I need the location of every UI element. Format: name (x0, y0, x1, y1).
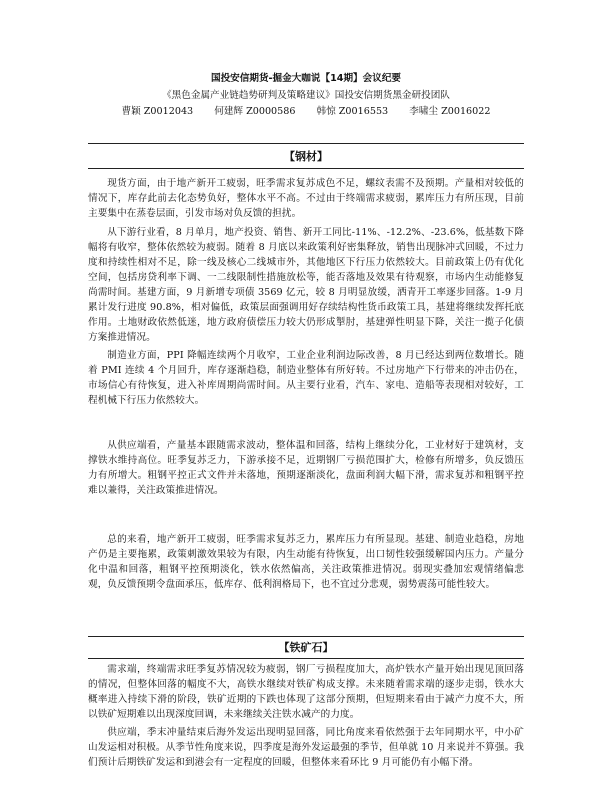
author-name: 韩惊 Z0016553 (316, 106, 389, 117)
paragraph: 需求端，终端需求旺季复苏情况较为疲弱，钢厂亏损程度加大，高炉铁水产量开始出现见顶回落的情况，但整体回落的幅度不大，高铁水继续对铁矿构成支撑。未来随着需求端的逐步走弱，铁水大概率进入持续下滑的阶段，铁矿近期的下跌也体现了这部分预期，但短期来看由于减产力度不大，所以铁矿短期难以出现深度回调，未来继续关注铁水减产的力度。 (88, 664, 524, 720)
author-list (0, 106, 612, 118)
paragraph: 现货方面，由于地产新开工疲弱，旺季需求复苏成色不足，螺纹表需不及预期。产量相对较低的情况下，库存此前去化态势负好，整体水平不高。不过由于终端需求疲弱，累库压力有所压现，目前主要集中在蒸卷层面，引发市场对负反馈的担扰。 (88, 178, 524, 219)
paragraph: 供应端，季末冲量结束后海外发运出现明显回落，同比角度来看依然强于去年同期水平，中小矿山发运相对积极。从季节性角度来说，四季度是海外发运最强的季节，但单就 10 月来说并不算强。我们预计后期铁矿发运和到港会有一定程度的回暖，但整体来看环比 9 月可能仍有小幅下滑。 (88, 727, 524, 768)
section-divider (88, 636, 524, 637)
section-divider (88, 143, 524, 144)
section-divider (88, 168, 524, 169)
document-title: 国投安信期货-掘金大咖说【14期】会议纪要 (210, 73, 402, 84)
paragraph: 从下游行业看，8 月单月，地产投资、销售、新开工同比-11%、-12.2%、-23.6%，低基数下降幅将有收窄，整体依然较为疲弱。随着 8 月底以来政策利好密集释放，销售出现脉冲式回暖，不过力度和持续性相对不足，除一线及核心二线城市外，其他地区下行压力依然较大。目前政策上仍有优化空间，包括房贷利率下调、一二线限制性措施放松等，能否落地及效果有待观察，市场内生动能修复尚需时间。基建方面，9 月新增专项债 3569 亿元，较 8 月明显放缓，洒青开工率逐步回落。1-9 月累计发行进度 90.8%，相对偏低，政策层面强调用好存续结构性货币政策工具，基建将继续发挥托底作用。土地财政依然低迷，地方政府债偿压力较大仍形成掣肘，基建弹性明显下降，关注一揽子化债方案推进情况。 (88, 227, 524, 343)
paragraph: 从供应端看，产量基本跟随需求波动，整体温和回落，结构上继续分化，工业材好于建筑材，支撑铁水维持高位。旺季复苏乏力，下游承接不足，近期钢厂亏损范围扩大，检修有所增多，负反馈压力有所增大。粗钢平控正式文件并未落地，预期逐渐淡化，盘面利润大幅下滑，需求复苏和粗钢平控难以兼得，关注政策推进情况。 (88, 440, 524, 496)
paragraph: 总的来看，地产新开工疲弱，旺季需求复苏乏力，累库压力有所显现。基建、制造业趋稳，房地产仍是主要拖累，政策刺激效果较为有限，内生动能有待恢复，出口韧性较强缓解国内压力。产量分化中温和回落，粗钢平控预期淡化，铁水依然偏高，关注政策推进情况。弱现实叠加宏观情绪偏悲观，负反馈预期令盘面承压，低库存、低利润格局下，也不宜过分悲观，弱势震荡可能性较大。 (88, 534, 524, 590)
section-heading-steel: 【钢材】 (284, 150, 328, 163)
section-divider (88, 658, 524, 659)
section-heading-iron-ore: 【铁矿石】 (278, 641, 334, 654)
paragraph: 制造业方面，PPI 降幅连续两个月收窄，工业企业利润边际改善，8 月已经达到两位数增长。随着 PMI 连续 4 个月回升，库存逐渐趋稳，制造业整体有所好转。不过房地产下行带来的冲击仍在，市场信心有待恢复，进入补库周期尚需时间。从主要行业看，汽车、家电、造船等表现相对较好，工程机械下行压力依然较大。 (88, 350, 524, 406)
document-subtitle: 《黑色金属产业链趋势研判及策略建议》国投安信期货黑金研投团队 (162, 90, 450, 101)
author-name: 李啸尘 Z0016022 (409, 106, 491, 117)
author-name: 曹颖 Z0012043 (121, 106, 194, 117)
author-name: 何建辉 Z0000586 (214, 106, 296, 117)
